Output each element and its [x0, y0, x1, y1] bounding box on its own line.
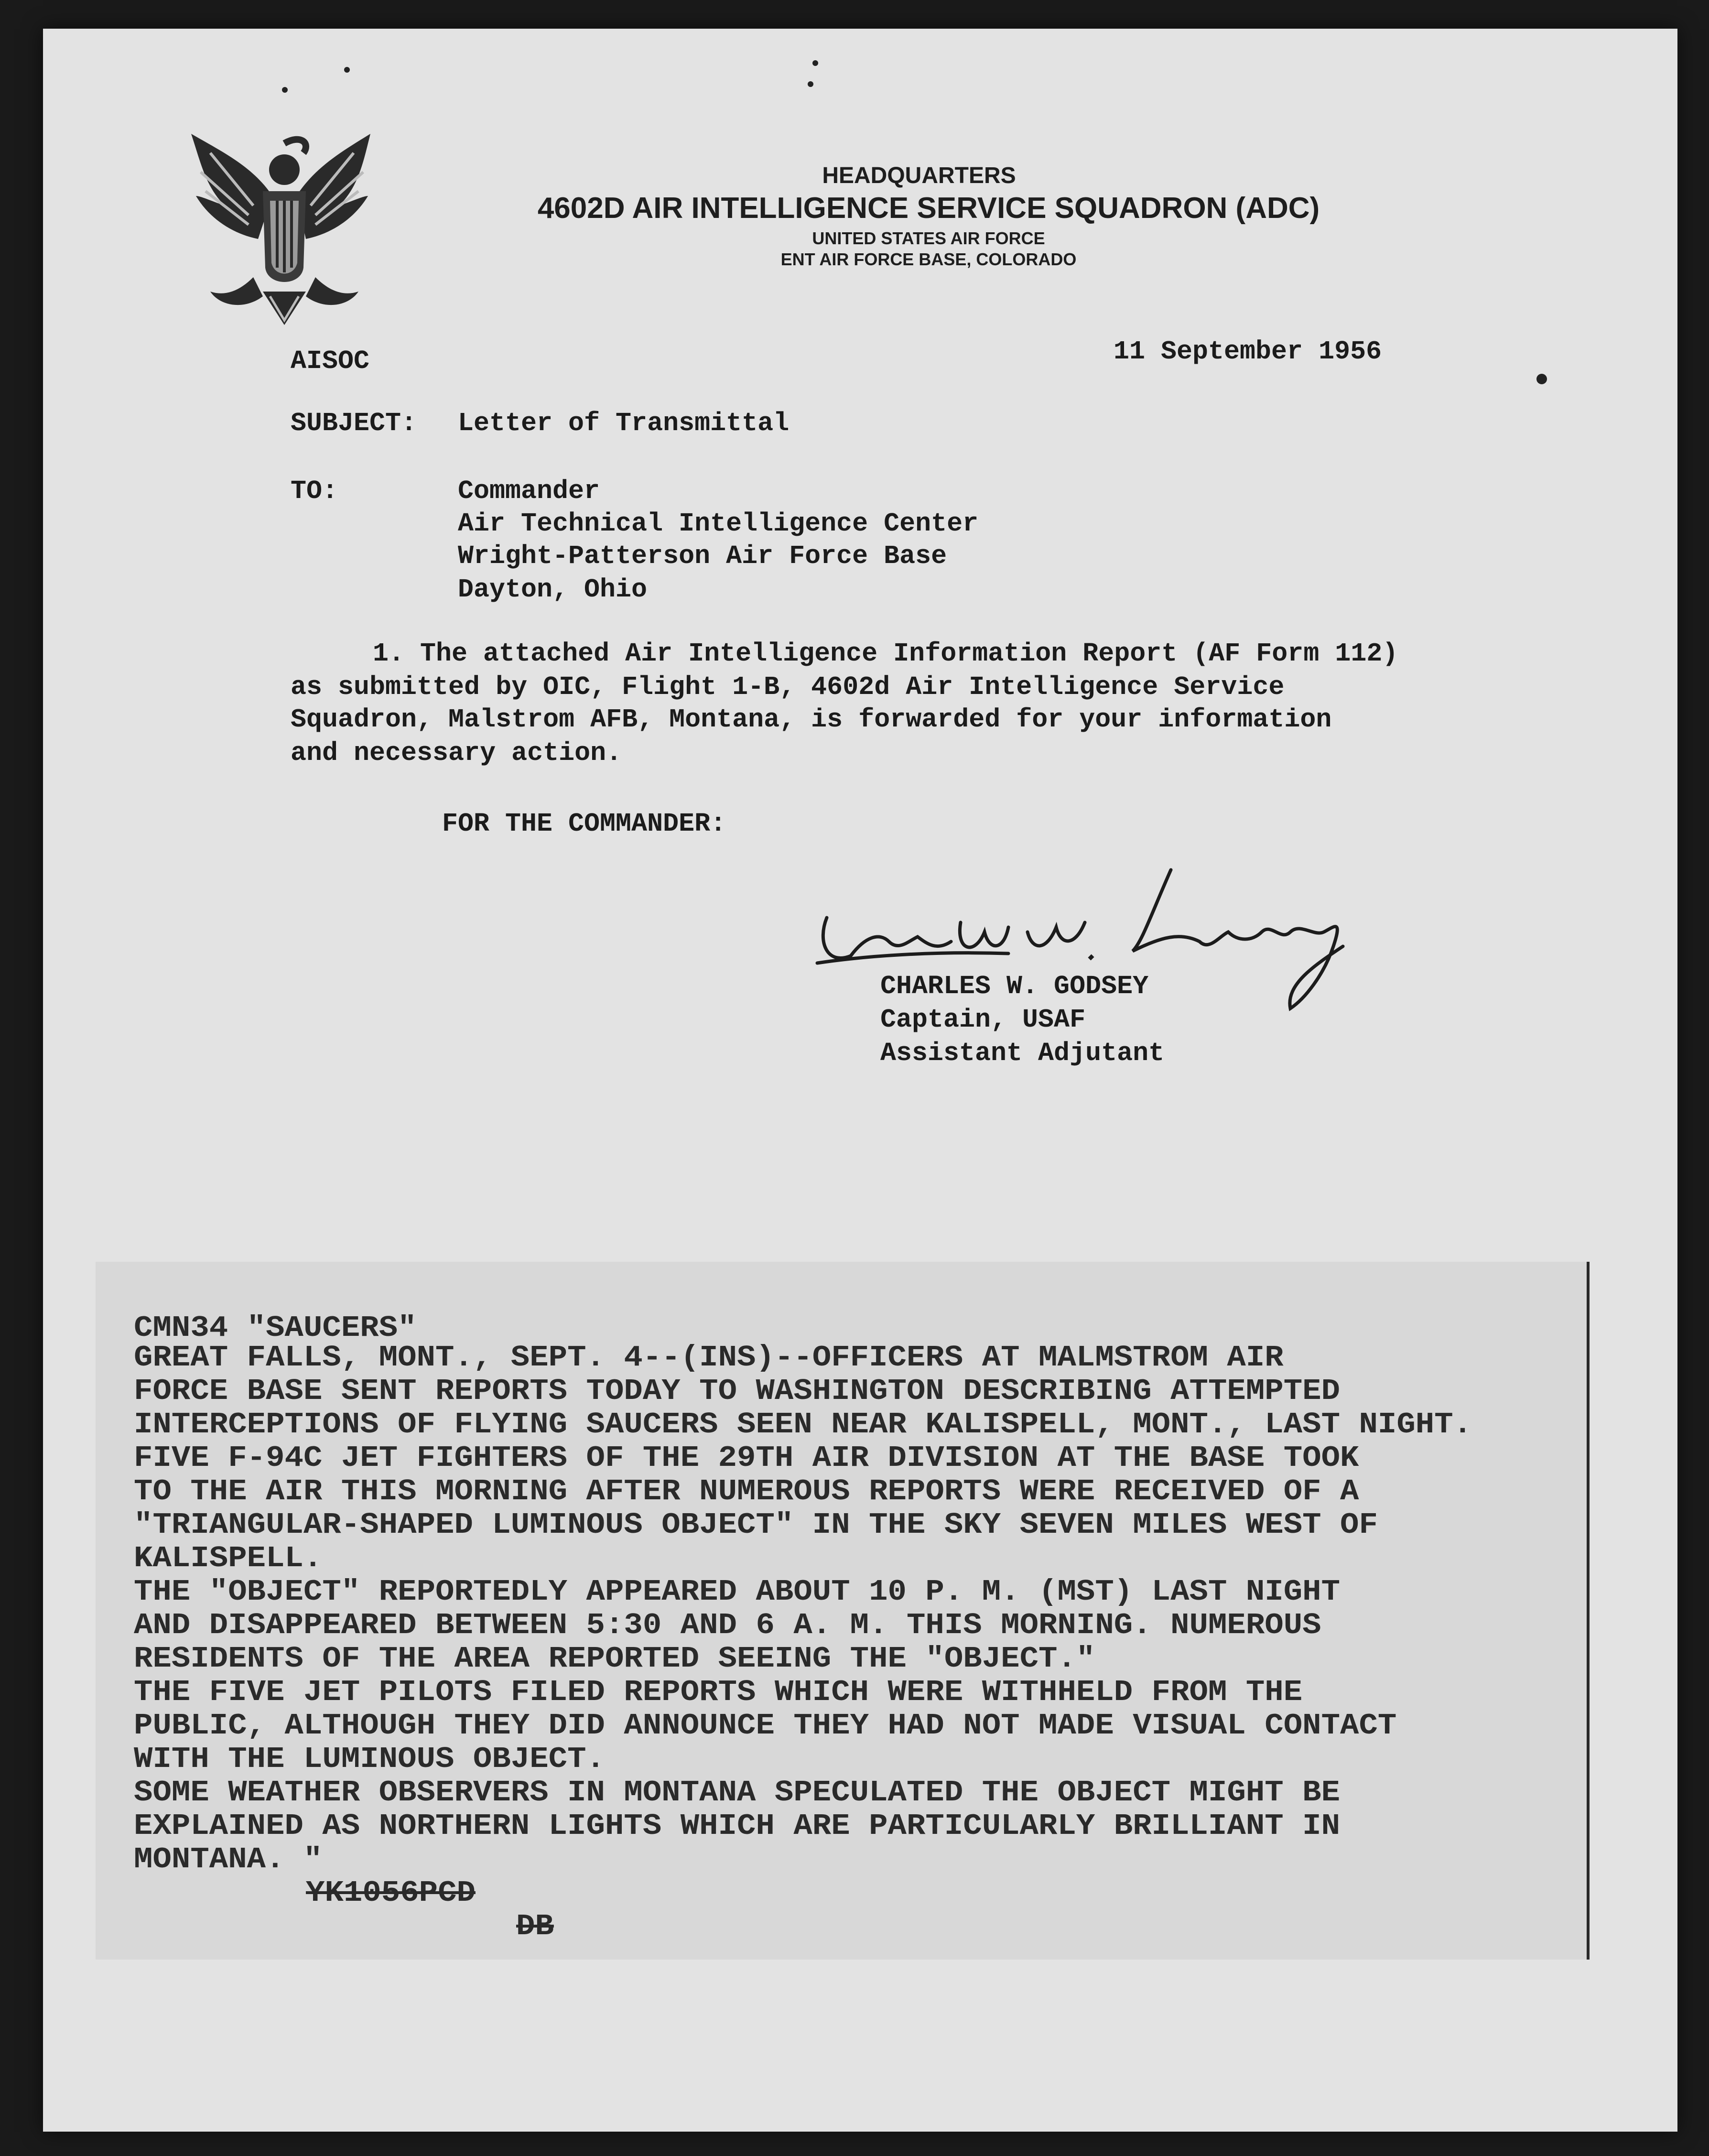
clipping-line: KALISPELL.	[134, 1541, 323, 1575]
addressee-line: Air Technical Intelligence Center	[458, 509, 979, 539]
paragraph-line: 1. The attached Air Intelligence Information Report (AF Form 112)	[373, 639, 1398, 669]
signer-name: CHARLES W. GODSEY	[880, 971, 1149, 1001]
clipping-line: "TRIANGULAR-SHAPED LUMINOUS OBJECT" IN THE SKY SEVEN MILES WEST OF	[134, 1508, 1378, 1542]
addressee-line: Commander	[458, 476, 600, 506]
paper-speck	[812, 60, 818, 66]
clipping-line: THE "OBJECT" REPORTEDLY APPEARED ABOUT 10 P. M. (MST) LAST NIGHT	[134, 1575, 1341, 1609]
signer-title: Assistant Adjutant	[880, 1038, 1165, 1068]
clipping-line: EXPLAINED AS NORTHERN LIGHTS WHICH ARE PARTICULARLY BRILLIANT IN	[134, 1809, 1341, 1843]
clipping-line: INTERCEPTIONS OF FLYING SAUCERS SEEN NEAR KALISPELL, MONT., LAST NIGHT.	[134, 1408, 1472, 1441]
clipping-header: CMN34 "SAUCERS"	[134, 1311, 417, 1345]
letterhead-squadron: 4602D AIR INTELLIGENCE SERVICE SQUADRON (ADC)	[537, 192, 1320, 225]
subject-label: SUBJECT:	[291, 408, 417, 438]
clipping-line: FIVE F-94C JET FIGHTERS OF THE 29TH AIR DIVISION AT THE BASE TOOK	[134, 1441, 1359, 1475]
operator-initials: DB	[516, 1909, 554, 1943]
office-symbol: AISOC	[291, 346, 370, 376]
signer-rank: Captain, USAF	[880, 1005, 1086, 1035]
addressee-line: Dayton, Ohio	[458, 574, 648, 605]
clipping-line: GREAT FALLS, MONT., SEPT. 4--(INS)--OFFICERS AT MALMSTROM AIR	[134, 1341, 1284, 1375]
clipping-line: RESIDENTS OF THE AREA REPORTED SEEING THE "OBJECT."	[134, 1642, 1095, 1676]
clipping-line: AND DISAPPEARED BETWEEN 5:30 AND 6 A. M. THIS MORNING. NUMEROUS	[134, 1608, 1321, 1642]
paper-speck	[344, 67, 350, 73]
clipping-line: WITH THE LUMINOUS OBJECT.	[134, 1742, 605, 1776]
paper-speck	[1536, 374, 1547, 384]
clipping-line: THE FIVE JET PILOTS FILED REPORTS WHICH WERE WITHHELD FROM THE	[134, 1675, 1303, 1709]
paragraph-line: as submitted by OIC, Flight 1-B, 4602d Air Intelligence Service	[291, 672, 1285, 702]
paper-speck	[808, 81, 813, 87]
letterhead-headquarters: HEADQUARTERS	[822, 163, 1016, 188]
letterhead-service: UNITED STATES AIR FORCE	[812, 228, 1045, 248]
subject-text: Letter of Transmittal	[458, 408, 790, 438]
to-label: TO:	[291, 476, 338, 506]
letterhead-base: ENT AIR FORCE BASE, COLORADO	[780, 249, 1077, 269]
clipping-line: MONTANA. "	[134, 1842, 323, 1876]
paragraph-line: and necessary action.	[291, 738, 622, 768]
routing-code: YK1056PCD	[306, 1876, 476, 1910]
paper-speck	[282, 87, 288, 93]
letter-date: 11 September 1956	[1114, 336, 1382, 367]
clipping-line: PUBLIC, ALTHOUGH THEY DID ANNOUNCE THEY HAD NOT MADE VISUAL CONTACT	[134, 1709, 1397, 1743]
clipping-line: SOME WEATHER OBSERVERS IN MONTANA SPECULATED THE OBJECT MIGHT BE	[134, 1776, 1341, 1809]
paragraph-line: Squadron, Malstrom AFB, Montana, is forwarded for your information	[291, 704, 1332, 735]
addressee-line: Wright-Patterson Air Force Base	[458, 541, 947, 571]
clipping-line: TO THE AIR THIS MORNING AFTER NUMEROUS REPORTS WERE RECEIVED OF A	[134, 1474, 1359, 1508]
clipping-line: FORCE BASE SENT REPORTS TODAY TO WASHINGTON DESCRIBING ATTEMPTED	[134, 1374, 1341, 1408]
closing-line: FOR THE COMMANDER:	[442, 809, 726, 839]
